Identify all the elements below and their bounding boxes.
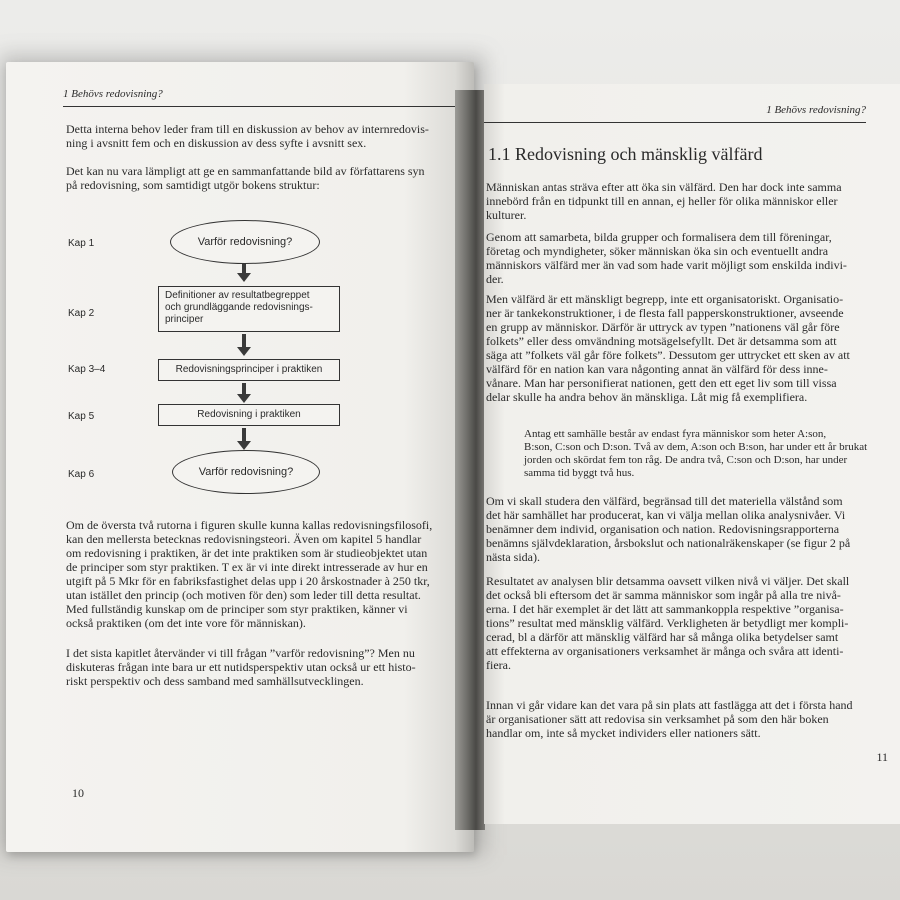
right-para-4: Om vi skall studera den välfärd, begränsad till det materiella välstånd som det här samhället har producerat, kan vi välja mellan olika analysnivåer. Vi benämner dem individ, organisation och nation. Redovisningsrapporterna benämns självdeklaration, årsbokslut och nationalräkenskaper (se figur 2 på nästa sida). (486, 494, 851, 564)
diagram-oval-bottom: Varför redovisning? (172, 450, 320, 494)
diagram-oval-top: Varför redovisning? (170, 220, 320, 264)
diagram-label-kap6: Kap 6 (68, 469, 95, 480)
section-heading: 1.1 Redovisning och mänsklig välfärd (488, 144, 763, 164)
left-running-head: 1 Behövs redovisning? (63, 88, 163, 100)
right-header-rule (484, 122, 866, 123)
diagram-arrow-stem (242, 334, 246, 348)
left-page (6, 62, 474, 852)
diagram-box-definitions: Definitioner av resultatbegreppet och grundläggande redovisnings- principer (158, 286, 340, 332)
left-para-2: Det kan nu vara lämpligt att ge en sammanfattande bild av författarens syn på redovisning, som samtidigt utgör bokens struktur: (66, 164, 425, 192)
right-para-3: Men välfärd är ett mänskligt begrepp, inte ett organisatoriskt. Organisatio- ner är tankekonstruktioner, i de flesta fall papperskonstruktioner, avseende en grupp av människor. Därför är uttryck av typen ”nationens väl går före folkets” eller dess omvändning motsägelsefyllt. Det är detsamma som att säga att ”folkets väl går före folkets”. Dessutom ger uttrycket ett sken av att välfärd för en nation kan vara någonting annat än välfärd för dess inne- vånare. Man har personifierat nationen, gett den ett eget liv som till vissa delar skulle ha andra behov än mänskliga. Låt mig få exemplifiera. (486, 292, 850, 404)
diagram-label-kap2: Kap 2 (68, 308, 95, 319)
left-para-4: I det sista kapitlet återvänder vi till frågan ”varför redovisning”? Men nu diskuteras frågan inte bara ur ett nutidsperspektiv utan också ur ett histo- riskt perspektiv och dess samband med samhällsutvecklingen. (66, 646, 416, 688)
diagram-box-principles-practice: Redovisningsprinciper i praktiken (158, 359, 340, 381)
diagram-arrow-head (237, 441, 251, 450)
diagram-label-kap1: Kap 1 (68, 238, 95, 249)
right-para-5: Resultatet av analysen blir detsamma oavsett vilken nivå vi väljer. Det skall det också bli eftersom det är samma människor som ingår på alla tre nivå- erna. I det här exemplet är det lätt att sammankoppla respektive ”organisa- tions” resultat med mänsklig välfärd. Verkligheten är betydligt mer kompli- cerad, bl a därför att mänsklig välfärd har så många olika betydelser samt att effekterna av organisationers verksamhet är många och svåra att identi- fiera. (486, 574, 850, 672)
left-header-rule (63, 106, 461, 107)
left-para-3: Om de översta två rutorna i figuren skulle kunna kallas redovisningsfilosofi, kan den mellersta betecknas redovisningsteori. Även om kapitel 5 handlar om redovisning i praktiken, är det inte praktiken som är studieobjektet utan de principer som styr praktiken. T ex är vi inte direkt intresserade av hur en utgift på 5 Mkr för en fabriksfastighet delas upp i 20 årskostnader à 250 tkr, utan istället den princip (och motiven för den) som leder till detta resultat. Med fullständig kunskap om de principer som styr praktiken, känner vi också praktiken (om det inte vore för människan). (66, 518, 433, 630)
diagram-box-accounting-practice: Redovisning i praktiken (158, 404, 340, 426)
right-para-6: Innan vi går vidare kan det vara på sin plats att fastlägga att det i första hand är organisationer sätt att redovisa sin verksamhet på som den här boken handlar om, inte så mycket individers eller nationers sätt. (486, 698, 853, 740)
right-running-head: 1 Behövs redovisning? (766, 104, 866, 116)
left-para-1: Detta interna behov leder fram till en diskussion av behov av internredovis- ning i avsnitt fem och en diskussion av dess syfte i avsnitt sex. (66, 122, 429, 150)
diagram-arrow-head (237, 394, 251, 403)
right-para-1: Människan antas sträva efter att öka sin välfärd. Den har dock inte samma innebörd från en tidpunkt till en annan, ej heller för olika människor eller kulturer. (486, 180, 842, 222)
right-para-2: Genom att samarbeta, bilda grupper och formalisera dem till föreningar, företag och myndigheter, söker människan öka sin och eventuellt andra människors välfärd mer än vad som hade varit möjligt som enskilda indivi- der. (486, 230, 847, 286)
book-gutter (455, 90, 485, 830)
right-page-number: 11 (876, 750, 888, 764)
diagram-arrow-head (237, 273, 251, 282)
diagram-arrow-stem (242, 428, 246, 442)
diagram-label-kap3-4: Kap 3–4 (68, 364, 106, 375)
diagram-label-kap5: Kap 5 (68, 411, 95, 422)
right-page (484, 84, 900, 824)
left-page-number: 10 (72, 786, 84, 800)
example-quote: Antag ett samhälle består av endast fyra människor som heter A:son, B:son, C:son och D:son. Två av dem, A:son och B:son, har under ett år brukat jorden och skördat fem ton råg. De andra två, C:son och D:son, har under samma tid byggt två hus. (524, 428, 868, 479)
diagram-arrow-head (237, 347, 251, 356)
